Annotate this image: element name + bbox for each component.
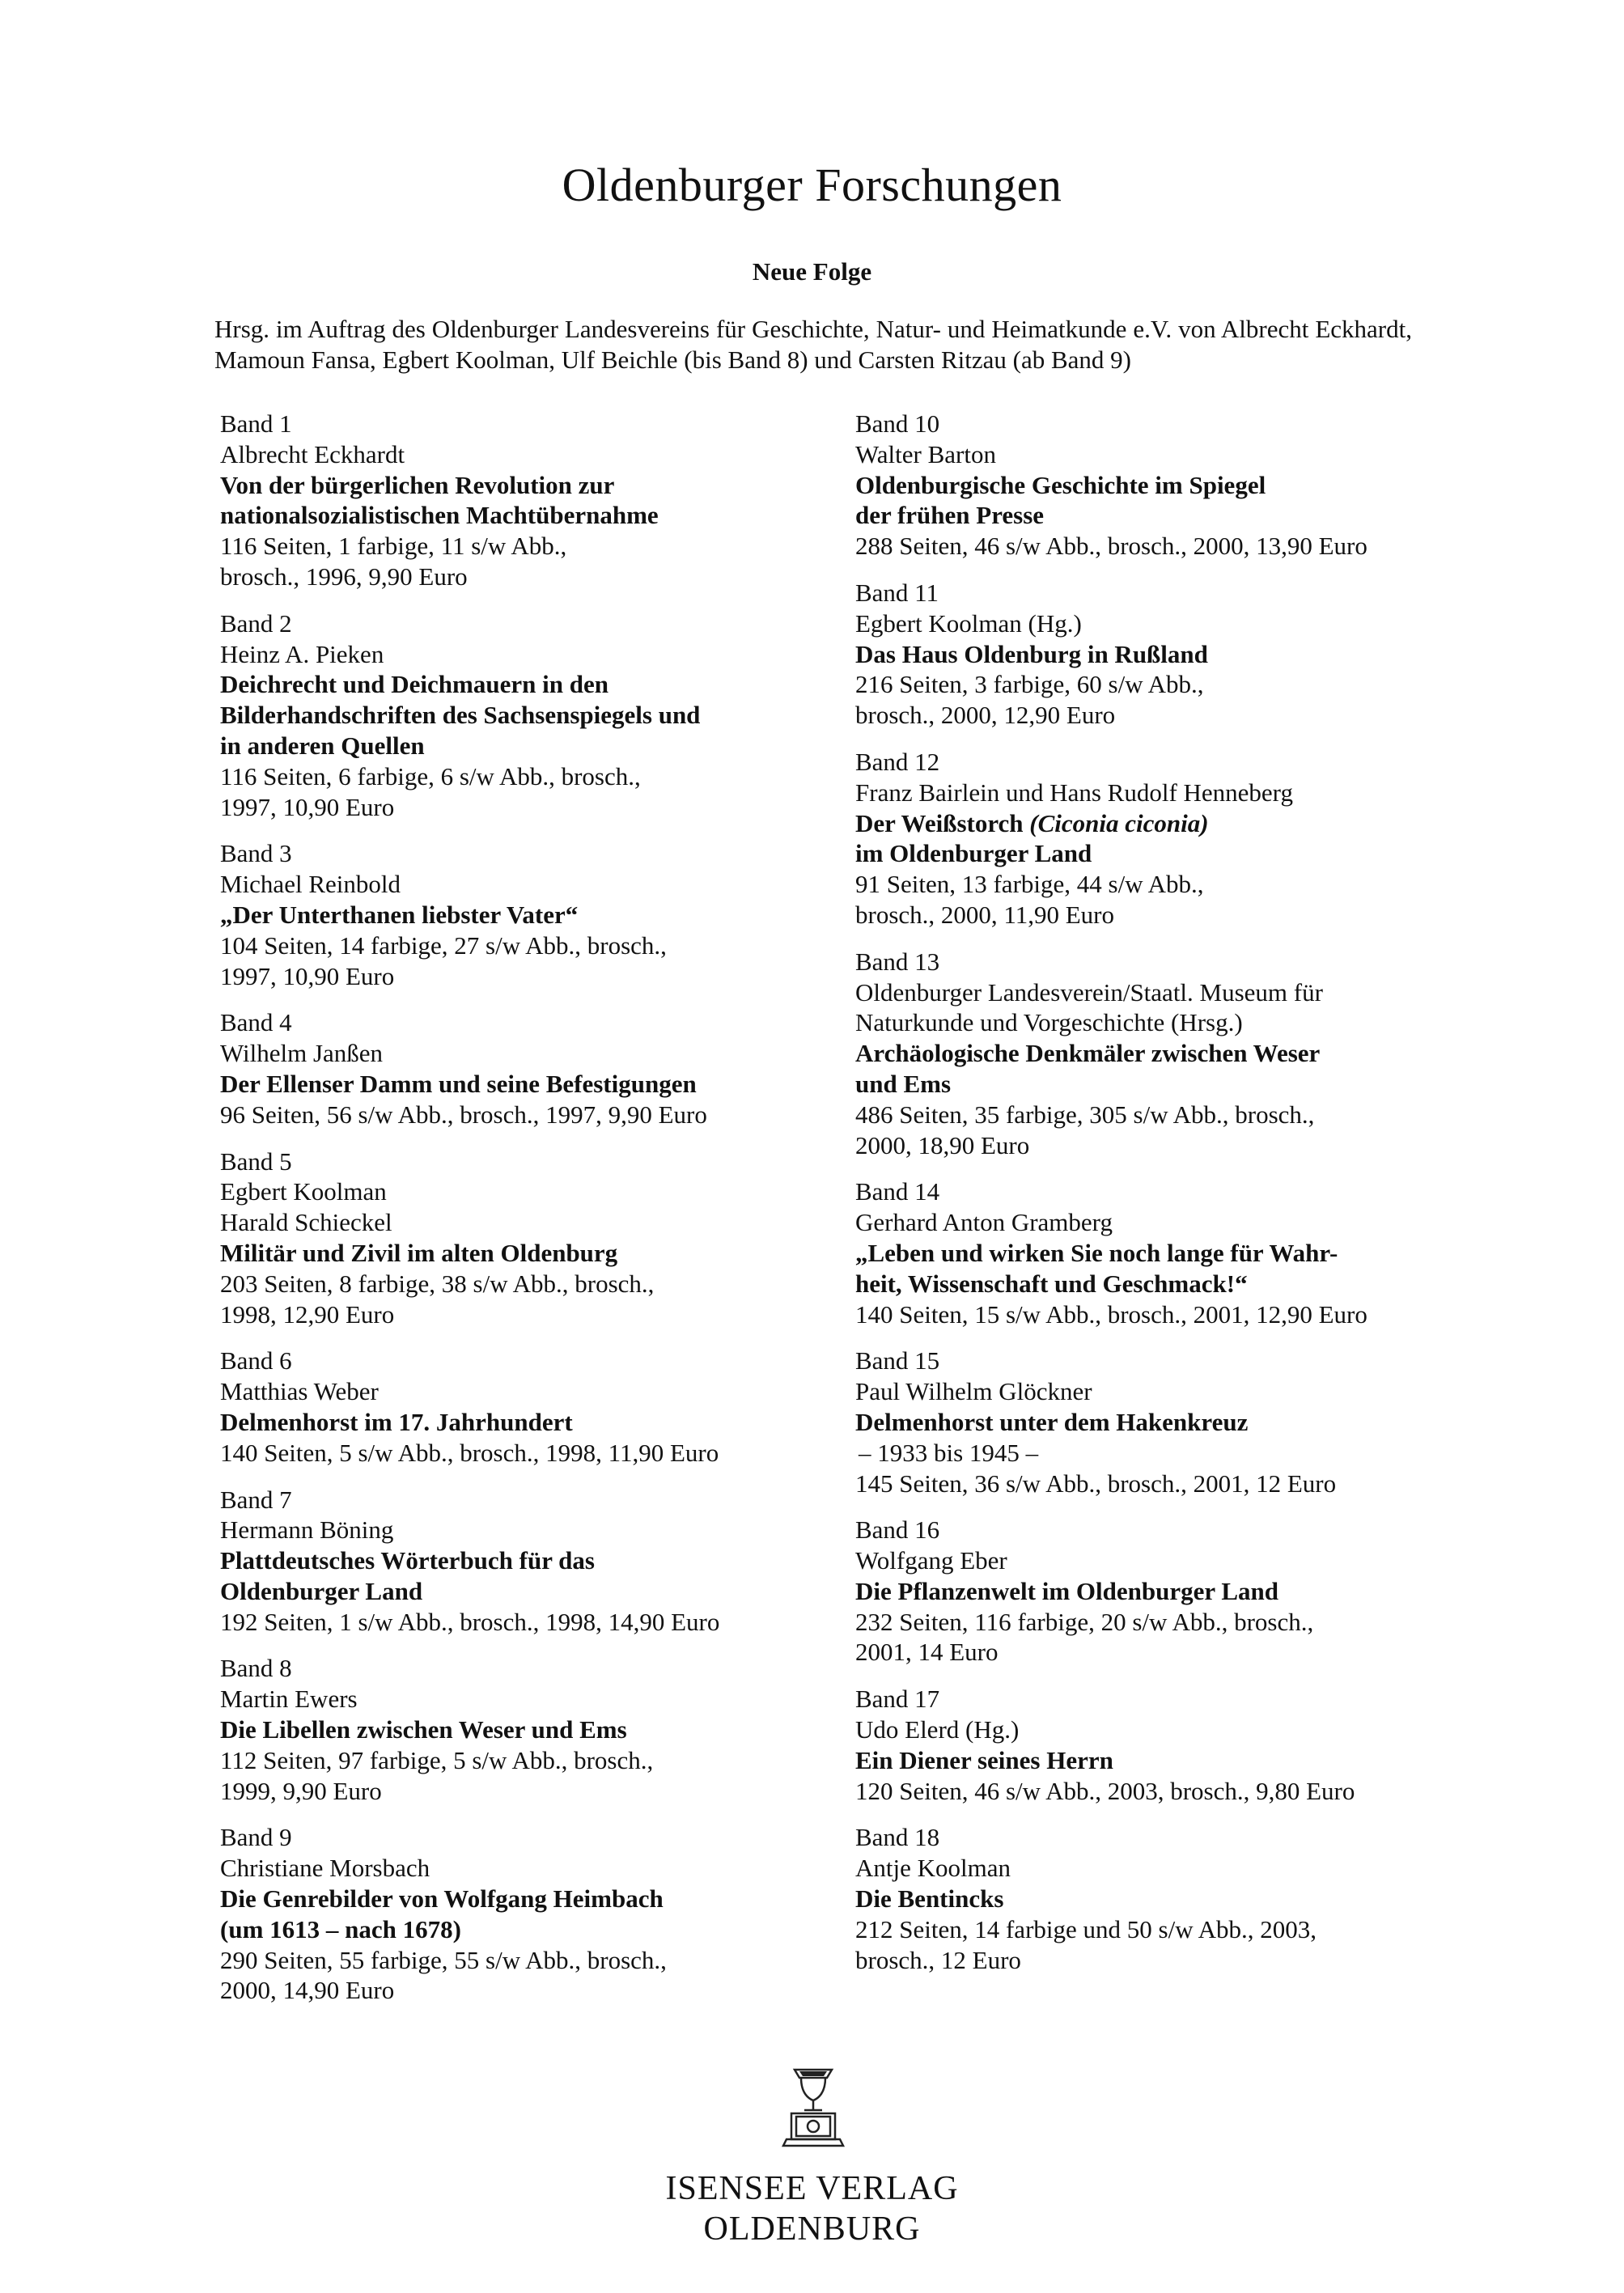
volume-author: Walter Barton — [855, 439, 996, 468]
volume-title-text: Der Weißstorch — [855, 808, 1024, 837]
volume-entry — [220, 1653, 835, 1806]
volume-details: 192 Seiten, 1 s/w Abb., brosch., 1998, 14,90 Euro — [220, 1607, 720, 1636]
volume-author: Michael Reinbold — [220, 870, 401, 899]
volume-title: Oldenburger Land — [220, 1576, 423, 1605]
volume-entry — [220, 1822, 835, 2006]
volume-author: Albrecht Eckhardt — [220, 439, 405, 468]
volume-title: Oldenburgische Geschichte im Spiegel — [855, 470, 1266, 499]
volume-title: (um 1613 – nach 1678) — [220, 1914, 461, 1943]
volume-title-latin: (Ciconia ciconia) — [1029, 808, 1209, 837]
volume-number: Band 11 — [855, 578, 939, 607]
volume-number: Band 16 — [855, 1515, 940, 1545]
volume-title: Bilderhandschriften des Sachsenspiegels und — [220, 701, 701, 730]
series-subtitle: Neue Folge — [752, 257, 872, 286]
volume-details: brosch., 1996, 9,90 Euro — [220, 562, 468, 591]
volume-list-left — [220, 409, 835, 2022]
volume-title: Deichrecht und Deichmauern in den — [220, 670, 608, 699]
volume-number: Band 17 — [855, 1685, 940, 1714]
volume-details: 1998, 12,90 Euro — [220, 1299, 395, 1329]
volume-title: Die Genrebilder von Wolfgang Heimbach — [220, 1884, 664, 1914]
volume-details: 216 Seiten, 3 farbige, 60 s/w Abb., — [855, 670, 1204, 699]
volume-number: Band 9 — [220, 1823, 292, 1852]
volume-title: Die Libellen zwischen Weser und Ems — [220, 1715, 627, 1744]
volume-title: Von der bürgerlichen Revolution zur — [220, 470, 615, 499]
volume-author: Wilhelm Janßen — [220, 1039, 384, 1068]
volume-title: Militär und Zivil im alten Oldenburg — [220, 1238, 618, 1267]
volume-author: Christiane Morsbach — [220, 1854, 430, 1883]
volume-number: Band 10 — [855, 409, 940, 438]
volume-title: Die Bentincks — [855, 1884, 1004, 1914]
volume-author: Wolfgang Eber — [855, 1546, 1007, 1575]
volume-title: im Oldenburger Land — [855, 839, 1092, 868]
publisher-imprint — [0, 2168, 1624, 2249]
volume-details: 112 Seiten, 97 farbige, 5 s/w Abb., brosch., — [220, 1745, 654, 1774]
volume-details: 2001, 14 Euro — [855, 1638, 999, 1667]
volume-details: brosch., 2000, 11,90 Euro — [855, 900, 1115, 929]
volume-details: 486 Seiten, 35 farbige, 305 s/w Abb., brosch., — [855, 1100, 1315, 1129]
volume-details: 2000, 14,90 Euro — [220, 1976, 395, 2005]
volume-number: Band 13 — [855, 947, 940, 976]
volume-details: brosch., 2000, 12,90 Euro — [855, 701, 1116, 730]
volume-title: Delmenhorst im 17. Jahrhundert — [220, 1407, 573, 1436]
volume-details: 116 Seiten, 1 farbige, 11 s/w Abb., — [220, 532, 567, 561]
volume-title — [855, 808, 1422, 839]
volume-entry — [855, 1822, 1422, 1975]
volume-number: Band 5 — [220, 1146, 292, 1176]
volume-entry — [855, 578, 1422, 731]
volume-number: Band 14 — [855, 1177, 940, 1206]
volume-details: 203 Seiten, 8 farbige, 38 s/w Abb., brosch., — [220, 1269, 655, 1298]
volume-title: Ein Diener seines Herrn — [855, 1745, 1113, 1774]
volume-title: Plattdeutsches Wörterbuch für das — [220, 1546, 595, 1575]
volume-entry — [220, 1146, 835, 1330]
volume-entry — [855, 409, 1422, 562]
volume-number: Band 3 — [220, 839, 292, 868]
volume-number: Band 12 — [855, 747, 940, 776]
volume-entry — [855, 1176, 1422, 1329]
volume-entry — [220, 608, 835, 823]
volume-author: Matthias Weber — [220, 1377, 379, 1406]
volume-author: Oldenburger Landesverein/Staatl. Museum für — [855, 977, 1323, 1007]
volume-title: „Der Unterthanen liebster Vater“ — [220, 900, 579, 929]
volume-entry — [855, 747, 1422, 930]
volume-author: Harald Schieckel — [220, 1208, 392, 1237]
volume-entry — [855, 1346, 1422, 1498]
volume-subtitle: – 1933 bis 1945 – — [859, 1438, 1039, 1467]
volume-details: 104 Seiten, 14 farbige, 27 s/w Abb., brosch., — [220, 930, 667, 960]
volume-author: Egbert Koolman (Hg.) — [855, 608, 1082, 638]
volume-details: 140 Seiten, 15 s/w Abb., brosch., 2001, 12,90 Euro — [855, 1299, 1367, 1329]
volume-details: 1999, 9,90 Euro — [220, 1776, 382, 1805]
volume-title: Das Haus Oldenburg in Rußland — [855, 639, 1208, 668]
volume-author: Paul Wilhelm Glöckner — [855, 1377, 1092, 1406]
volume-entry — [855, 1684, 1422, 1806]
volume-author: Hermann Böning — [220, 1515, 394, 1545]
volume-title: in anderen Quellen — [220, 731, 425, 760]
volume-details: 116 Seiten, 6 farbige, 6 s/w Abb., brosch., — [220, 761, 641, 790]
volume-number: Band 15 — [855, 1346, 940, 1375]
volume-entry — [855, 947, 1422, 1161]
volume-details: 91 Seiten, 13 farbige, 44 s/w Abb., — [855, 870, 1204, 899]
volume-details: brosch., 12 Euro — [855, 1945, 1021, 1974]
volume-title: der frühen Presse — [855, 501, 1045, 530]
volume-number: Band 8 — [220, 1654, 292, 1683]
volume-details: 140 Seiten, 5 s/w Abb., brosch., 1998, 11,90 Euro — [220, 1438, 719, 1467]
volume-title: und Ems — [855, 1069, 952, 1098]
volume-details: 145 Seiten, 36 s/w Abb., brosch., 2001, 12 Euro — [855, 1469, 1337, 1498]
volume-author: Franz Bairlein und Hans Rudolf Henneberg — [855, 778, 1293, 807]
volume-details: 212 Seiten, 14 farbige und 50 s/w Abb., 2003, — [855, 1914, 1317, 1943]
volume-title: nationalsozialistischen Machtübernahme — [220, 501, 659, 530]
volume-entry — [220, 1346, 835, 1468]
volume-title: Der Ellenser Damm und seine Befestigungen — [220, 1069, 697, 1098]
volume-details: 1997, 10,90 Euro — [220, 961, 395, 990]
volume-author: Egbert Koolman — [220, 1177, 387, 1206]
volume-details: 2000, 18,90 Euro — [855, 1130, 1030, 1159]
volume-number: Band 7 — [220, 1485, 292, 1514]
volume-author: Antje Koolman — [855, 1854, 1011, 1883]
volume-number: Band 18 — [855, 1823, 940, 1852]
volume-number: Band 6 — [220, 1346, 292, 1375]
volume-list-right — [855, 409, 1422, 1991]
volume-title: Archäologische Denkmäler zwischen Weser — [855, 1039, 1321, 1068]
volume-details: 290 Seiten, 55 farbige, 55 s/w Abb., brosch., — [220, 1945, 667, 1974]
volume-author: Heinz A. Pieken — [220, 639, 384, 668]
editors-note: Hrsg. im Auftrag des Oldenburger Landesvereins für Geschichte, Natur- und Heimatkunde e.V. von Albrecht Eckhardt, Mamoun Fansa, Egbert Koolman, Ulf Beichle (bis Band 8) und Carsten Ritzau (ab Band 9) — [214, 315, 1412, 374]
publisher-name: ISENSEE VERLAG — [665, 2170, 959, 2207]
volume-details: 232 Seiten, 116 farbige, 20 s/w Abb., brosch., — [855, 1607, 1314, 1636]
volume-author: Gerhard Anton Gramberg — [855, 1208, 1113, 1237]
volume-author: Naturkunde und Vorgeschichte (Hrsg.) — [855, 1008, 1243, 1037]
volume-number: Band 1 — [220, 409, 292, 438]
publisher-city: OLDENBURG — [703, 2210, 921, 2248]
volume-entry — [855, 1515, 1422, 1668]
volume-title: Delmenhorst unter dem Hakenkreuz — [855, 1407, 1249, 1436]
volume-author: Martin Ewers — [220, 1685, 358, 1714]
volume-details: 1997, 10,90 Euro — [220, 792, 395, 821]
volume-number: Band 4 — [220, 1008, 292, 1037]
volume-details: 96 Seiten, 56 s/w Abb., brosch., 1997, 9,90 Euro — [220, 1100, 707, 1129]
volume-entry — [220, 1007, 835, 1130]
volume-entry — [220, 409, 835, 592]
volume-title: „Leben und wirken Sie noch lange für Wahr- — [855, 1238, 1338, 1267]
volume-entry — [220, 1485, 835, 1638]
volume-details: 288 Seiten, 46 s/w Abb., brosch., 2000, 13,90 Euro — [855, 532, 1367, 561]
volume-details: 120 Seiten, 46 s/w Abb., 2003, brosch., 9,80 Euro — [855, 1776, 1355, 1805]
volume-author: Udo Elerd (Hg.) — [855, 1715, 1020, 1744]
volume-title: Die Pflanzenwelt im Oldenburger Land — [855, 1576, 1278, 1605]
volume-title: heit, Wissenschaft und Geschmack!“ — [855, 1269, 1248, 1298]
vase-on-pedestal-icon — [777, 2063, 850, 2152]
volume-number: Band 2 — [220, 608, 292, 638]
page-title: Oldenburger Forschungen — [562, 159, 1062, 211]
volume-entry — [220, 838, 835, 991]
